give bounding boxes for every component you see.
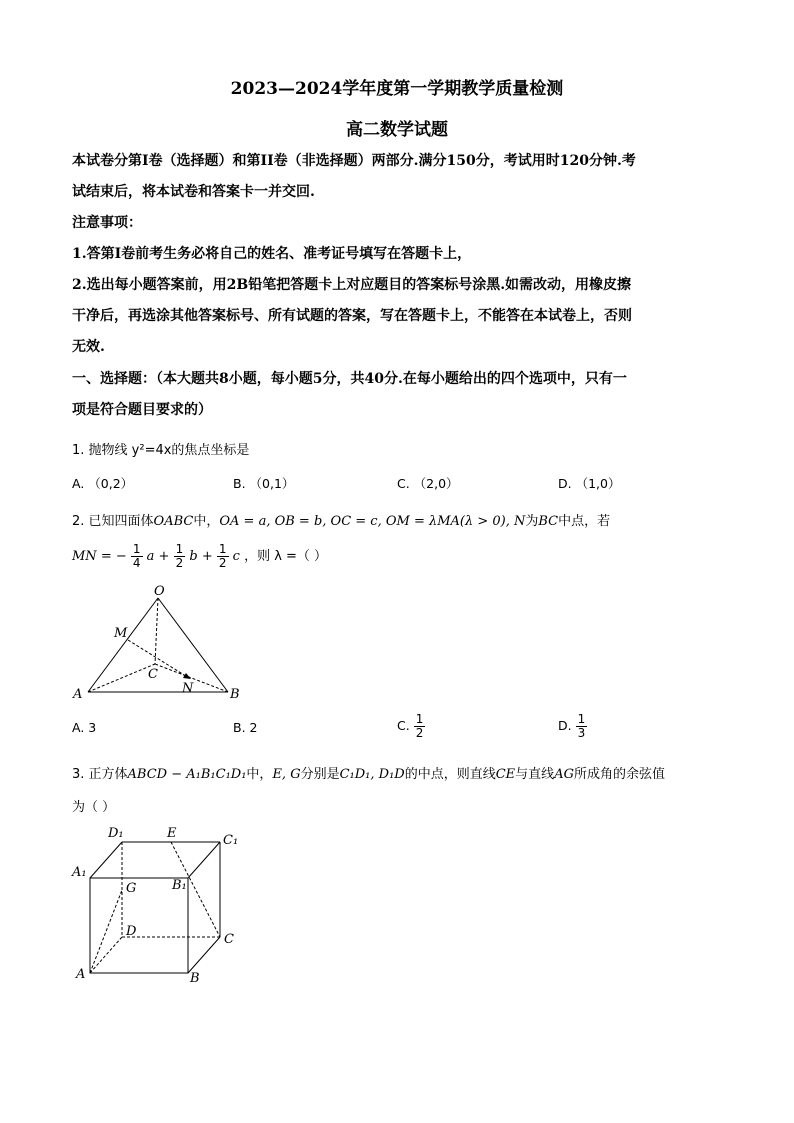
segment-ag — [90, 890, 122, 973]
question-1-option-c: C. （2,0） — [397, 476, 459, 491]
edge-ob — [158, 598, 228, 692]
section-1-line-2: 项是符合题目要求的） — [72, 402, 212, 418]
edge-a1d1 — [90, 842, 122, 878]
segment-mn — [128, 640, 189, 678]
edge-oc — [155, 598, 158, 664]
label-d1: D₁ — [108, 826, 124, 841]
label-e: E — [167, 826, 177, 841]
intro-line-2: 试结束后，将本试卷和答案卡一并交回. — [72, 184, 315, 200]
line-ag: AG — [554, 767, 574, 782]
question-2-suffix: 中点，若 — [558, 514, 611, 529]
fraction-one-half-c: $\frac{1}{2}$ — [218, 542, 227, 570]
question-2-option-d: D. $\frac{1}{3}$ — [558, 712, 586, 740]
question-1-stem: 1. 抛物线 y²=4x的焦点坐标是 — [72, 443, 250, 458]
point-n: N — [513, 514, 526, 529]
exam-subtitle: 高二数学试题 — [346, 120, 448, 140]
segment-bc: BC — [538, 514, 559, 529]
label-c1: C₁ — [223, 833, 239, 848]
equation-term-b: b + — [189, 549, 213, 564]
label-o: O — [154, 584, 165, 599]
question-3-stem-line-2: 为（ ） — [72, 800, 116, 815]
question-2-option-b: B. 2 — [233, 720, 258, 735]
points-e-g: E, G — [272, 767, 301, 782]
equation-term-c: c — [232, 549, 240, 564]
label-c: C — [148, 667, 158, 682]
note-2-line-3: 无效. — [72, 339, 105, 355]
question-1-option-b: B. （0,1） — [233, 476, 295, 491]
question-2-mid: 中， — [193, 514, 220, 529]
tetrahedron-name: OABC — [153, 514, 194, 529]
vector-definitions: OA = a, OB = b, OC = c, OM = λMA(λ > 0), — [219, 514, 514, 529]
edge-ad — [90, 937, 122, 973]
section-1-line-1: 一、选择题：（本大题共8小题，每小题5分，共40分.在每小题给出的四个选项中，只有一 — [72, 371, 627, 387]
label-a: A — [73, 687, 83, 702]
question-3-stem: 3. 正方体ABCD − A₁B₁C₁D₁中，E, G分别是C₁D₁, D₁D的中点，则直线CE与直线AG所成角的余弦值 — [72, 767, 665, 782]
question-1-option-d: D. （1,0） — [558, 476, 621, 491]
label-b1: B₁ — [172, 878, 187, 893]
question-2-stem — [72, 510, 610, 529]
note-1: 1.答第I卷前考生务必将自己的姓名、准考证号填写在答题卡上， — [72, 246, 472, 262]
question-2-is: 为 — [525, 514, 539, 529]
tetrahedron-figure — [70, 580, 250, 705]
intro-line-1: 本试卷分第I卷（选择题）和第II卷（非选择题）两部分.满分150分，考试用时120分钟.考 — [72, 153, 636, 169]
question-2-prefix: 2. 已知四面体 — [72, 514, 154, 529]
note-2-line-2: 干净后，再选涂其他答案标号、所有试题的答案，写在答题卡上，不能答在本试卷上，否则 — [72, 308, 632, 324]
line-ce: CE — [495, 767, 516, 782]
note-2-line-1: 2.选出每小题答案前，用2B铅笔把答题卡上对应题目的答案标号涂黑.如需改动，用橡皮擦 — [72, 277, 632, 293]
edge-bc — [188, 937, 220, 973]
equation-term-a: a + — [146, 549, 170, 564]
cube-figure — [70, 820, 250, 990]
question-2-option-a: A. 3 — [72, 720, 97, 735]
label-b: B — [190, 971, 200, 986]
exam-title: 2023—2024学年度第一学期教学质量检测 — [230, 79, 564, 99]
segments-c1d1-d1d: C₁D₁, D₁D — [339, 767, 405, 782]
arrow-head-n — [183, 673, 191, 679]
cube-name: ABCD − A₁B₁C₁D₁ — [127, 767, 247, 782]
label-a: A — [76, 967, 86, 982]
question-2-equation — [72, 543, 327, 570]
label-m: M — [114, 626, 128, 641]
equation-lhs: MN = − — [72, 549, 127, 564]
label-g: G — [126, 881, 137, 896]
label-a1: A₁ — [72, 865, 87, 880]
notes-title: 注意事项： — [72, 215, 142, 231]
question-2-option-c: C. $\frac{1}{2}$ — [397, 712, 424, 740]
label-n: N — [182, 681, 194, 696]
edge-b1c1 — [188, 842, 220, 878]
label-c: C — [224, 932, 234, 947]
fraction-one-quarter: $\frac{1}{4}$ — [132, 542, 141, 570]
option-c-fraction: $\frac{1}{2}$ — [415, 712, 424, 740]
question-1-option-a: A. （0,2） — [72, 476, 134, 491]
option-d-fraction: $\frac{1}{3}$ — [577, 712, 586, 740]
fraction-one-half-b: $\frac{1}{2}$ — [175, 542, 184, 570]
equation-tail: ，则 λ =（ ） — [244, 549, 328, 564]
label-b: B — [230, 687, 240, 702]
label-d: D — [126, 924, 137, 939]
